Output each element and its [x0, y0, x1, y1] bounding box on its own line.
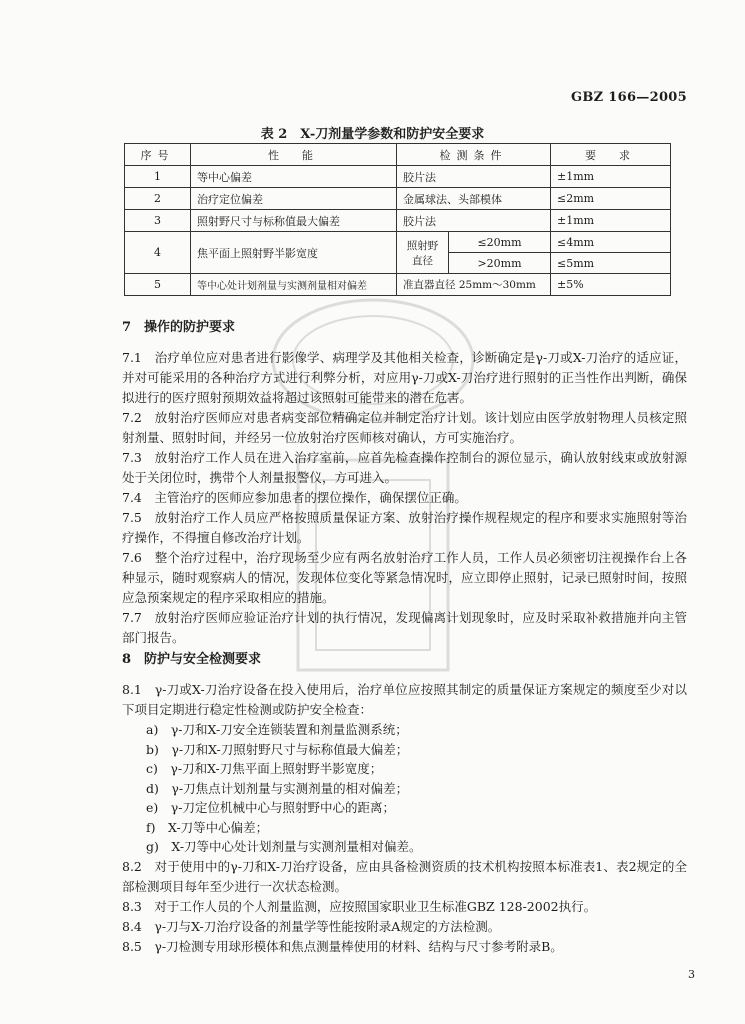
table-row: [125, 188, 671, 210]
cell-performance: 照射野尺寸与标称值最大偏差: [191, 210, 397, 232]
list-item: d) γ-刀焦点计划剂量与实测剂量的相对偏差；: [146, 780, 409, 796]
cell-no: 5: [125, 274, 191, 296]
paragraph: 7.5 放射治疗工作人员应严格按照质量保证方案、放射治疗操作规程规定的程序和要求实施照射等治疗操作，不得擅自修改治疗计划。: [122, 510, 687, 545]
page-number: 3: [688, 968, 695, 981]
paragraph: 8.3 对于工作人员的个人剂量监测，应按照国家职业卫生标准GBZ 128-2002执行。: [122, 898, 597, 914]
cell-no: 3: [125, 210, 191, 232]
list-item: g) X-刀等中心处计划剂量与实测剂量相对偏差。: [146, 839, 422, 854]
cell-condition: 胶片法: [397, 210, 551, 232]
paragraph: 8.5 γ-刀检测专用球形模体和焦点测量棒使用的材料、结构与尺寸参考附录B。: [122, 938, 563, 954]
paragraph: 7.3 放射治疗工作人员在进入治疗室前，应首先检查操作控制台的源位显示，确认放射线束或放射源处于关闭位时，携带个人剂量报警仪，方可进入。: [122, 450, 687, 485]
cell-requirement: ±1mm: [551, 166, 671, 188]
cell-subcondition: >20mm: [449, 253, 551, 274]
col-header-condition: 检测条件: [397, 144, 551, 166]
paragraph: 7.4 主管治疗的医师应参加患者的摆位操作，确保摆位正确。: [122, 490, 467, 505]
cell-requirement: ±5%: [551, 274, 671, 296]
parameters-table: [124, 143, 671, 296]
list-item: c) γ-刀和X-刀焦平面上照射野半影宽度；: [146, 761, 383, 776]
list-item: a) γ-刀和X-刀安全连锁装置和剂量监测系统；: [146, 722, 408, 737]
section-8: [122, 650, 687, 957]
paragraph: 7.7 放射治疗医师应验证治疗计划的执行情况，发现偏离计划现象时，应及时采取补救措施并向主管部门报告。: [122, 610, 687, 645]
paragraph: 7.1 治疗单位应对患者进行影像学、病理学及其他相关检查，诊断确定是γ-刀或X-刀治疗的适应证，并对可能采用的各种治疗方式进行利弊分析，对应用γ-刀或X-刀治疗进行照射的正当性作出判断，确保拟进行的医疗照射预期效益将超过该照射可能带来的潜在危害。: [122, 350, 687, 405]
cell-requirement: ≤4mm: [551, 232, 671, 253]
section-7: [122, 318, 687, 648]
paragraph: 7.2 放射治疗医师应对患者病变部位精确定位并制定治疗计划。该计划应由医学放射物理人员核定照射剂量、照射时间，并经另一位放射治疗医师核对确认，方可实施治疗。: [122, 410, 687, 445]
table-header-row: [125, 144, 671, 166]
col-header-no: 序号: [125, 144, 191, 166]
cell-subcondition: ≤20mm: [449, 232, 551, 253]
cell-condition: 胶片法: [397, 166, 551, 188]
cell-requirement: ±1mm: [551, 210, 671, 232]
cell-no: 2: [125, 188, 191, 210]
paragraph: 7.6 整个治疗过程中，治疗现场至少应有两名放射治疗工作人员，工作人员必须密切注视操作台上各种显示，随时观察病人的情况，发现体位变化等紧急情况时，应立即停止照射，记录已照射时间，按照应急预案规定的程序采取相应的措施。: [122, 550, 687, 605]
col-header-performance: 性 能: [191, 144, 397, 166]
paragraph: 8.4 γ-刀与X-刀治疗设备的剂量学等性能按附录A规定的方法检测。: [122, 918, 501, 934]
section-heading: 8 防护与安全检测要求: [122, 652, 262, 667]
table-title: 表 2 X-刀剂量学参数和防护安全要求: [260, 127, 485, 142]
cell-condition: 金属球法、头部模体: [397, 188, 551, 210]
list-item: e) γ-刀定位机械中心与照射野中心的距离；: [146, 800, 395, 815]
section-heading: 7 操作的防护要求: [122, 320, 236, 335]
cell-no: 1: [125, 166, 191, 188]
cell-no: 4: [125, 232, 191, 274]
cell-requirement: ≤2mm: [551, 188, 671, 210]
table-row: [125, 166, 671, 188]
cell-performance: 等中心偏差: [191, 166, 397, 188]
cell-performance: 治疗定位偏差: [191, 188, 397, 210]
paragraph: 8.2 对于使用中的γ-刀和X-刀治疗设备，应由具备检测资质的技术机构按照本标准表1、表2规定的全部检测项目每年至少进行一次状态检测。: [122, 858, 687, 894]
paragraph: 8.1 γ-刀或X-刀治疗设备在投入使用后，治疗单位应按照其制定的质量保证方案规定的频度至少对以下项目定期进行稳定性检测或防护安全检查：: [122, 682, 687, 717]
cell-condition: 准直器直径 25mm～30mm: [397, 274, 551, 296]
list-item: f) X-刀等中心偏差；: [146, 819, 269, 835]
cell-condition: 照射野直径: [397, 232, 449, 274]
cell-performance: 焦平面上照射野半影宽度: [191, 232, 397, 274]
cell-performance: 等中心处计划剂量与实测剂量相对偏差: [191, 274, 397, 296]
table-row: [125, 210, 671, 232]
table-row: [125, 232, 671, 253]
cell-requirement: ≤5mm: [551, 253, 671, 274]
standard-code: GBZ 166—2005: [570, 90, 687, 105]
list-item: b) γ-刀和X-刀照射野尺寸与标称值最大偏差；: [146, 741, 409, 757]
table-row: [125, 274, 671, 296]
col-header-requirement: 要 求: [551, 144, 671, 166]
